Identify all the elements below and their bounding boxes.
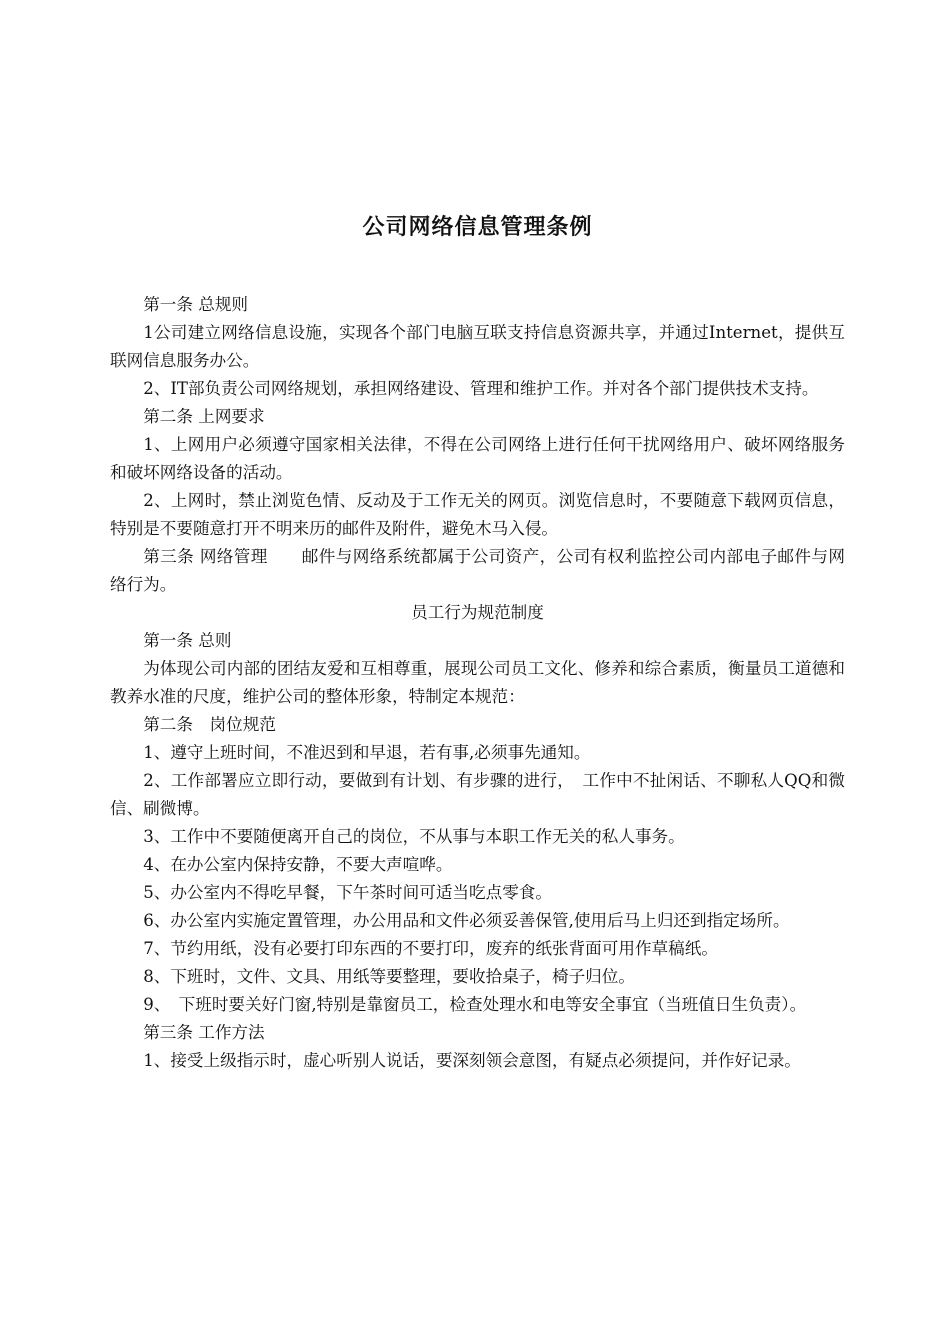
list-item: 6、办公室内实施定置管理，办公用品和文件必须妥善保管,使用后马上归还到指定场所。 [143, 911, 790, 930]
document-body [110, 291, 845, 1075]
list-item: 1、接受上级指示时，虚心听别人说话，要深刻领会意图，有疑点必须提问，并作好记录。 [143, 1051, 801, 1070]
list-item: 3、工作中不要随便离开自己的岗位，不从事与本职工作无关的私人事务。 [143, 827, 685, 846]
list-item: 5、办公室内不得吃早餐，下午茶时间可适当吃点零食。 [143, 883, 552, 902]
subtitle: 员工行为规范制度 [411, 603, 544, 622]
paragraph: 2、上网时，禁止浏览色情、反动及于工作无关的网页。浏览信息时，不要随意下载网页信息，特别是不要随意打开不明来历的邮件及附件，避免木马入侵。 [110, 491, 845, 538]
list-item: 1、遵守上班时间，不准迟到和早退，若有事,必须事先通知。 [143, 743, 591, 762]
section-heading: 第三条 网络管理 邮件与网络系统都属于公司资产，公司有权利监控公司内部电子邮件与网络行为。 [110, 547, 845, 594]
list-item: 7、节约用纸，没有必要打印东西的不要打印，废弃的纸张背面可用作草稿纸。 [143, 939, 718, 958]
document-title: 公司网络信息管理条例 [362, 215, 593, 240]
paragraph: 1公司建立网络信息设施，实现各个部门电脑互联支持信息资源共享，并通过Internet，提供互联网信息服务办公。 [110, 323, 845, 370]
list-item: 8、下班时，文件、文具、用纸等要整理，要收拾桌子，椅子归位。 [143, 967, 635, 986]
section-heading: 第一条 总规则 [143, 295, 249, 314]
section-heading: 第三条 工作方法 [143, 1023, 265, 1042]
paragraph: 1、上网用户必须遵守国家相关法律，不得在公司网络上进行任何干扰网络用户、破坏网络服务和破坏网络设备的活动。 [110, 435, 845, 482]
paragraph: 为体现公司内部的团结友爱和互相尊重，展现公司员工文化、修养和综合素质，衡量员工道德和教养水准的尺度，维护公司的整体形象，特制定本规范： [110, 659, 845, 706]
section-heading: 第二条 岗位规范 [143, 715, 276, 734]
list-item: 9、 下班时要关好门窗,特别是靠窗员工，检查处理水和电等安全事宜（当班值日生负责）。 [143, 995, 807, 1014]
section-heading: 第二条 上网要求 [143, 407, 265, 426]
section-heading: 第一条 总则 [143, 631, 232, 650]
list-item: 4、在办公室内保持安静，不要大声喧哗。 [143, 855, 453, 874]
list-item: 2、工作部署应立即行动，要做到有计划、有步骤的进行， 工作中不扯闲话、不聊私人QQ和微信、刷微博。 [110, 771, 845, 818]
paragraph: 2、IT部负责公司网络规划，承担网络建设、管理和维护工作。并对各个部门提供技术支持。 [143, 379, 819, 398]
